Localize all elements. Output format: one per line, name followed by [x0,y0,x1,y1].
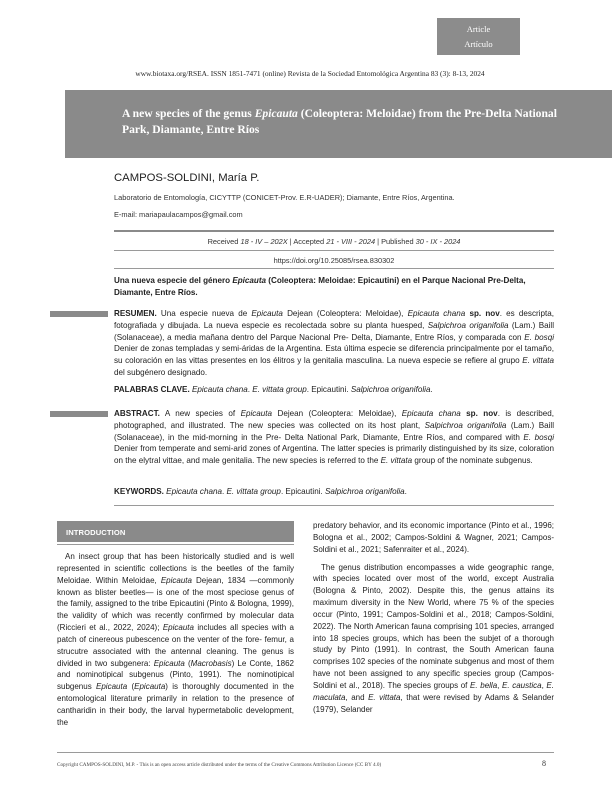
intro-paragraph-2: The genus distribution encompasses a wide geographic range, with species located over most of the world, except Australia (Bologna & Pinto, 2002). Despite this, the genus attains its maximum diversity in the New World, where 75 % of the species occur (Pinto, 1991; Campos-Soldini et al., 2018; Campos-Soldini, 2022). The North American fauna comprising 101 species, arranged into 18 species groups, which has been the subjet of a thorough study by Pinto (1991). In contrast, the South American fauna comprises 102 species of the nominate subgenus and most of them have not been assigned to any specific species group (Campos-Soldini et al., 2018). The species groups of E. bella, E. caustica, E. maculata, and E. vittata, that were revised by Adams & Selander (1979), Selander [313,562,555,714]
author-name: CAMPOS-SOLDINI, María P. [114,172,260,184]
divider-dates [114,250,554,251]
author-email: E-mail: mariapaulacampos@gmail.com [114,210,243,219]
publication-dates: Received 18 - IV – 202X | Accepted 21 - VIII - 2024 | Published 30 - IX - 2024 [207,237,461,246]
page-number: 8 [542,759,546,768]
body-left-column [57,551,294,729]
palabras-clave: PALABRAS CLAVE. Epicauta chana. E. vittata group. Epicautini. Salpichroa origanifolia. [114,385,433,394]
spanish-title: Una nueva especie del género Epicauta (Coleoptera: Meloidae: Epicautini) en el Parque Nacional Pre-Delta, Diamante, Entre Ríos. [114,276,526,297]
journal-citation: www.biotaxa.org/RSEA. ISSN 1851-7471 (online) Revista de la Sociedad Entomológica Argentina 83 (3): 8-13, 2024 [135,69,485,78]
intro-paragraph-1: An insect group that has been historically studied and is well represented in scientific collections is the beetles of the family Meloidae. Within Meloidae, Epicauta Dejean, 1834 —commonly known as blister beetles— is one of the most speciose genus of the family, assigned to the tribe Epicautini (Pinto & Bologna, 1999), the validity of which was recently confirmed by molecular data (Riccieri et al., 2022, 2024); Epicauta includes all species with a patch of cinereous pubescence on the venter of the fore- femur, a strucutre associated with the antennal cleaning. The genus is divided in two subgenera: Epicauta (Macrobasis) Le Conte, 1862 and nominotipical subgenus (Pinto, 1991). The nominotipical subgenus Epicauta (Epicauta) is thoroughly documented in the entomological literature primarily in relation to the presence of cantharidin in their body, the larval hypermetabolic development, the [57,552,295,727]
abstract-text: ABSTRACT. A new species of Epicauta Dejean (Coleoptera: Meloidae), Epicauta chana sp. nov. is described, photographed, and illustrated. The new species was collected on its host plant, Salpichroa origanifolia (Lam.) Baill (Solanaceae), in the mid-morning in the Pre- Delta National Park, Diamante, Entre Ríos, and compared with E. bosqi Denier from temperate and semi-arid zones of Argentina. The latter species is primarily distinguished by its size, coloration on the elytral vittae, and male genitalia. The new species is referred to the E. vittata group of the nominate subgenus. [114,409,554,466]
keywords: KEYWORDS. Epicauta chana. E. vittata group. Epicautini. Salpichroa origanifolia. [114,487,407,496]
article-type-es: Artículo [464,39,493,49]
doi-link[interactable]: https://doi.org/10.25085/rsea.830302 [273,256,395,265]
divider-doi [114,268,554,269]
divider-top [114,230,554,232]
article-title: A new species of the genus Epicauta (Coleoptera: Meloidae) from the Pre-Delta National Park, Diamante, Entre Ríos [122,107,557,136]
resumen-marker [50,311,108,317]
intro-paragraph-1-cont: predatory behavior, and its economic importance (Pinto et al., 1996; Bologna et al., 2002; Campos-Soldini & Wagner, 2021; Campos-Soldini et al., 2021; Safenraiter et al., 2024). [313,521,554,554]
section-heading-introduction: INTRODUCTION [57,521,294,542]
introduction-rule [57,544,294,545]
divider-keywords [114,505,554,506]
resumen-text: RESUMEN. Una especie nueva de Epicauta Dejean (Coleoptera: Meloidae), Epicauta chana sp. nov. es descripta, fotografiada y dibujada. La nueva especie es recolectada sobre su planta huesped, Salpichroa origanifolia (Lam.) Baill (Solanaceae), a media mañana dentro del Parque Nacional Pre- Delta, Diamante, Entre Ríos, y comparada con E. bosqi Denier de zonas templadas y semi-áridas de la Argentina. Esta última especie se diferencia principalmente por el tamaño, su coloración en las vittas presentes en los élitros y la genitalia masculina. La nueva especie se refiere al grupo E. vittata del subgénero designado. [114,309,555,377]
copyright-footer: Copyright CAMPOS-SOLDINI, M.P. - This is an open access article distributed under the terms of the Creative Commons Attribution Licence (CC BY 4.0) [57,762,382,768]
article-type-badge [437,18,520,55]
abstract-marker [50,411,108,417]
footer-rule [57,752,554,753]
body-right-column [313,520,554,716]
author-affiliation: Laboratorio de Entomología, CICYTTP (CONICET-Prov. E.R-UADER); Diamante, Entre Ríos, Argentina. [114,193,455,202]
article-type-en: Article [466,24,491,34]
